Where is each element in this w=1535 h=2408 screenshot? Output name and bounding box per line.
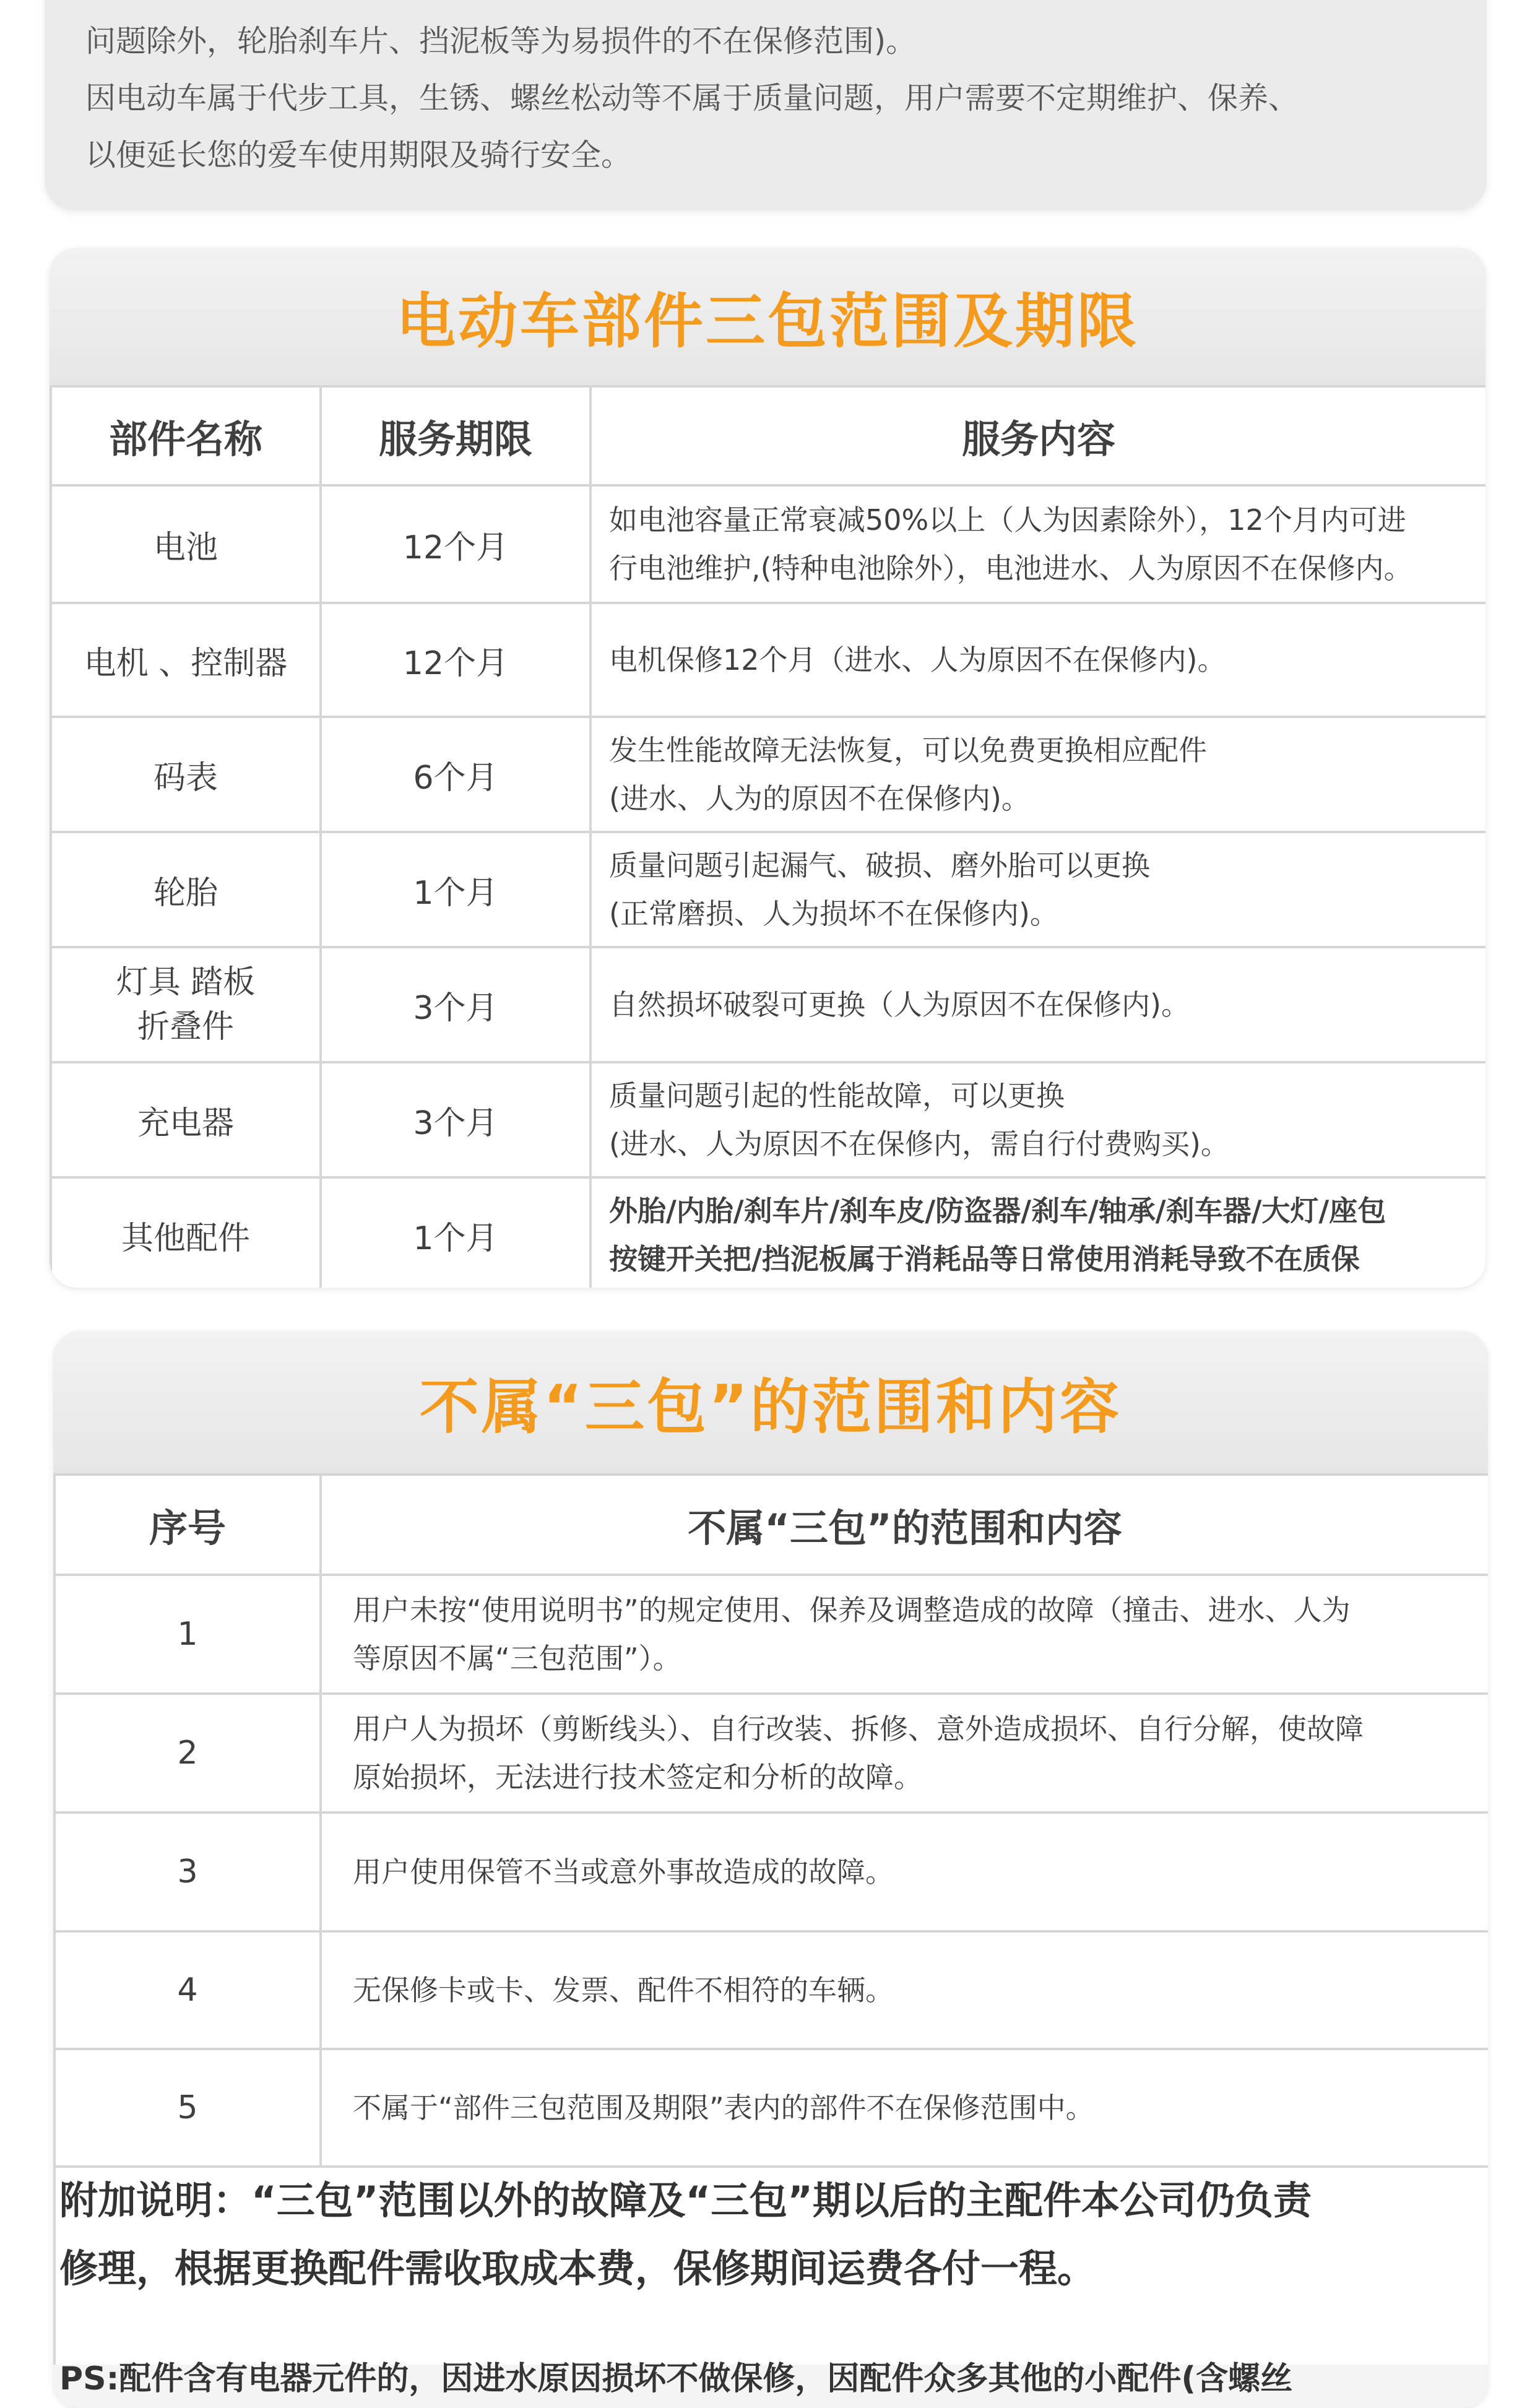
content-line-2: 按键开关把/挡泥板属于消耗品等日常使用消耗导致不在质保 <box>609 1242 1360 1276</box>
table-row <box>51 832 1485 947</box>
exclusion-line-2: 等原因不属“三包范围”）。 <box>353 1642 681 1675</box>
service-period: 6个月 <box>321 717 590 832</box>
note-line-2: 修理，根据更换配件需收取成本费，保修期间运费各付一程。 <box>59 2246 1096 2291</box>
table-row <box>54 1694 1488 1812</box>
part-name: 电机 、控制器 <box>51 603 321 717</box>
table-row <box>54 1931 1488 2049</box>
warranty-card <box>50 248 1485 1288</box>
content-line-2: (进水、人为原因不在保修内，需自行付费购买)。 <box>609 1127 1229 1161</box>
row-number: 1 <box>54 1575 321 1694</box>
service-period: 1个月 <box>321 832 590 947</box>
part-name: 轮胎 <box>51 832 321 947</box>
table-row <box>51 1177 1485 1288</box>
table-row <box>51 603 1485 717</box>
service-content <box>590 947 1485 1062</box>
table-row <box>51 947 1485 1062</box>
exclusion-line-1: 用户未按“使用说明书”的规定使用、保养及调整造成的故障（撞击、进水、人为 <box>353 1593 1351 1627</box>
warranty-table <box>50 385 1485 1288</box>
exclusion-text: 用户使用保管不当或意外事故造成的故障。 <box>321 1812 1488 1931</box>
content-line-1: 自然损坏破裂可更换（人为原因不在保修内)。 <box>609 988 1190 1021</box>
content-line-1: 外胎/内胎/刹车片/刹车皮/防盗器/刹车/轴承/刹车器/大灯/座包 <box>609 1194 1386 1228</box>
content-line-1: 质量问题引起的性能故障，可以更换 <box>609 1079 1065 1112</box>
content-line-1: 如电池容量正常衰减50%以上（人为因素除外），12个月内可进 <box>609 503 1406 537</box>
header-number: 序号 <box>54 1475 321 1575</box>
exclusion-text <box>321 1694 1488 1812</box>
header-exclusion-content: 不属“三包”的范围和内容 <box>321 1475 1488 1575</box>
content-line-2: 行电池维护,(特种电池除外），电池进水、人为原因不在保修内。 <box>609 552 1412 585</box>
service-content <box>590 485 1485 603</box>
part-name: 电池 <box>51 485 321 603</box>
row-number: 2 <box>54 1694 321 1812</box>
table-row <box>51 485 1485 603</box>
header-part-name: 部件名称 <box>51 386 321 485</box>
table-row <box>51 1062 1485 1177</box>
service-period: 3个月 <box>321 1062 590 1177</box>
content-line-2: (进水、人为的原因不在保修内)。 <box>609 782 1030 815</box>
header-service-period: 服务期限 <box>321 386 590 485</box>
service-content <box>590 603 1485 717</box>
row-number: 4 <box>54 1931 321 2049</box>
intro-line-1: 问题除外，轮胎刹车片、挡泥板等为易损件的不在保修范围)。 <box>85 24 917 59</box>
content-line-1: 发生性能故障无法恢复，可以免费更换相应配件 <box>609 734 1207 767</box>
table-row <box>51 717 1485 832</box>
part-name: 码表 <box>51 717 321 832</box>
part-name <box>51 947 321 1062</box>
note-line-1: 附加说明：“三包”范围以外的故障及“三包”期以后的主配件本公司仍负责 <box>59 2178 1312 2223</box>
table-row <box>54 1812 1488 1931</box>
service-content <box>590 717 1485 832</box>
part-name: 其他配件 <box>51 1177 321 1288</box>
warranty-title: 电动车部件三包范围及期限 <box>50 248 1485 385</box>
exclusion-text: 不属于“部件三包范围及期限”表内的部件不在保修范围中。 <box>321 2049 1488 2167</box>
exclusion-text <box>321 1575 1488 1694</box>
intro-line-2: 因电动车属于代步工具，生锈、螺丝松动等不属于质量问题，用户需要不定期维护、保养、 <box>85 80 1299 116</box>
service-content <box>590 832 1485 947</box>
part-name-line-1: 灯具 踏板 <box>116 964 256 1001</box>
part-name: 充电器 <box>51 1062 321 1177</box>
intro-panel <box>45 0 1487 210</box>
warranty-header-row <box>51 386 1485 485</box>
service-period: 3个月 <box>321 947 590 1062</box>
content-line-2: (正常磨损、人为损坏不在保修内)。 <box>609 897 1058 930</box>
exclusion-line-1: 用户人为损坏（剪断线头）、自行改装、拆修、意外造成损坏、自行分解，使故障 <box>353 1712 1364 1746</box>
service-content <box>590 1177 1485 1288</box>
content-line-1: 质量问题引起漏气、破损、磨外胎可以更换 <box>609 849 1150 882</box>
exclusions-title: 不属“三包”的范围和内容 <box>53 1331 1488 1473</box>
service-period: 1个月 <box>321 1177 590 1288</box>
content-line-1: 电机保修12个月（进水、人为原因不在保修内)。 <box>609 643 1226 677</box>
row-number: 3 <box>54 1812 321 1931</box>
table-row <box>54 1575 1488 1694</box>
table-row <box>54 2049 1488 2167</box>
ps-note: PS:配件含有电器元件的，因进水原因损坏不做保修，因配件众多其他的小配件(含螺丝 <box>59 2360 1293 2397</box>
exclusion-text: 无保修卡或卡、发票、配件不相符的车辆。 <box>321 1931 1488 2049</box>
service-period: 12个月 <box>321 485 590 603</box>
part-name-line-2: 折叠件 <box>137 1008 234 1046</box>
header-service-content: 服务内容 <box>590 386 1485 485</box>
service-period: 12个月 <box>321 603 590 717</box>
exclusion-line-2: 原始损坏，无法进行技术签定和分析的故障。 <box>353 1761 922 1794</box>
exclusions-header-row <box>54 1475 1488 1575</box>
additional-note <box>59 2167 1483 2303</box>
row-number: 5 <box>54 2049 321 2167</box>
service-content <box>590 1062 1485 1177</box>
intro-line-3: 以便延长您的爱车使用期限及骑行安全。 <box>85 137 632 173</box>
